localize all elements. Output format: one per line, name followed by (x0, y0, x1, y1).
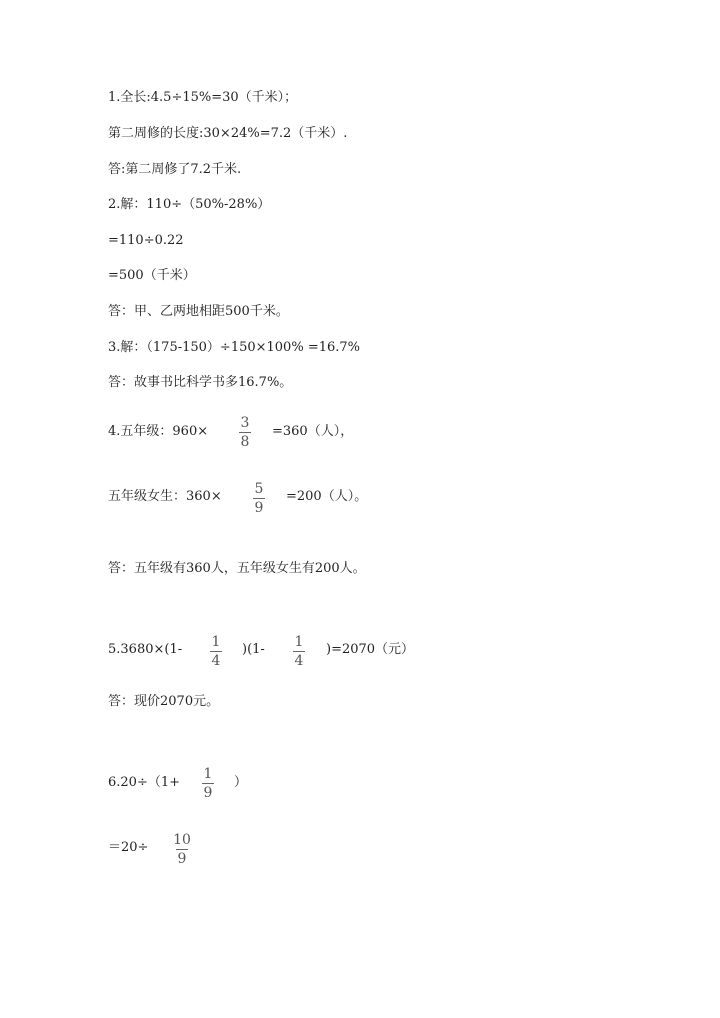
q6-line-1-pre: 6.20÷（1+ (108, 775, 181, 790)
fraction-bar (239, 432, 251, 433)
q4-answer: 答：五年级有360人，五年级女生有200人。 (108, 561, 366, 576)
fraction-denominator: 9 (203, 785, 213, 801)
q4-line-2-post: =200（人）。 (286, 489, 368, 504)
q5-line-mid: )(1- (242, 642, 265, 657)
fraction-bar (293, 651, 305, 652)
q6-line-1-post: ） (234, 775, 248, 790)
fraction-numerator: 1 (294, 634, 304, 650)
q6-fraction-2 (170, 833, 194, 867)
q5-fraction-2 (288, 635, 310, 669)
fraction-denominator: 4 (211, 653, 221, 669)
q4-line-1-pre: 4.五年级：960× (108, 424, 209, 439)
q5-fraction-1 (205, 635, 227, 669)
q4-fraction-1 (234, 416, 256, 450)
q4-fraction-2 (248, 482, 270, 516)
fraction-bar (210, 651, 222, 652)
fraction-numerator: 10 (173, 832, 191, 848)
q2-answer: 答：甲、乙两地相距500千米。 (108, 304, 289, 319)
q5-line-post: )=2070（元） (326, 642, 415, 657)
fraction-numerator: 1 (211, 634, 221, 650)
q4-line-2-pre: 五年级女生：360× (108, 489, 222, 504)
fraction-denominator: 8 (240, 434, 250, 450)
fraction-numerator: 1 (203, 766, 213, 782)
fraction-bar (253, 498, 265, 499)
q6-line-2-pre: ＝20÷ (108, 840, 149, 855)
fraction-numerator: 5 (254, 481, 264, 497)
q6-fraction-1 (197, 767, 219, 801)
fraction-denominator: 9 (254, 500, 264, 516)
q1-line-1: 1.全长:4.5÷15%=30（千米）； (108, 90, 298, 105)
q2-line-2: =110÷0.22 (108, 233, 184, 248)
q4-line-1-post: =360（人）， (272, 424, 354, 439)
q3-answer: 答：故事书比科学书多16.7%。 (108, 375, 293, 390)
q5-line-pre: 5.3680×(1- (108, 642, 183, 657)
q2-line-1: 2.解：110÷（50%-28%） (108, 197, 271, 212)
q2-line-3: =500（千米） (108, 268, 196, 283)
fraction-bar (202, 783, 214, 784)
fraction-denominator: 9 (177, 851, 187, 867)
q3-line-1: 3.解：（175-150）÷150×100% =16.7% (108, 340, 361, 355)
fraction-numerator: 3 (240, 415, 250, 431)
fraction-denominator: 4 (294, 653, 304, 669)
q1-line-2: 第二周修的长度:30×24%=7.2（千米）. (108, 126, 348, 141)
q1-answer: 答:第二周修了7.2千米. (108, 162, 242, 177)
q5-answer: 答：现价2070元。 (108, 694, 220, 709)
fraction-bar (176, 849, 188, 850)
